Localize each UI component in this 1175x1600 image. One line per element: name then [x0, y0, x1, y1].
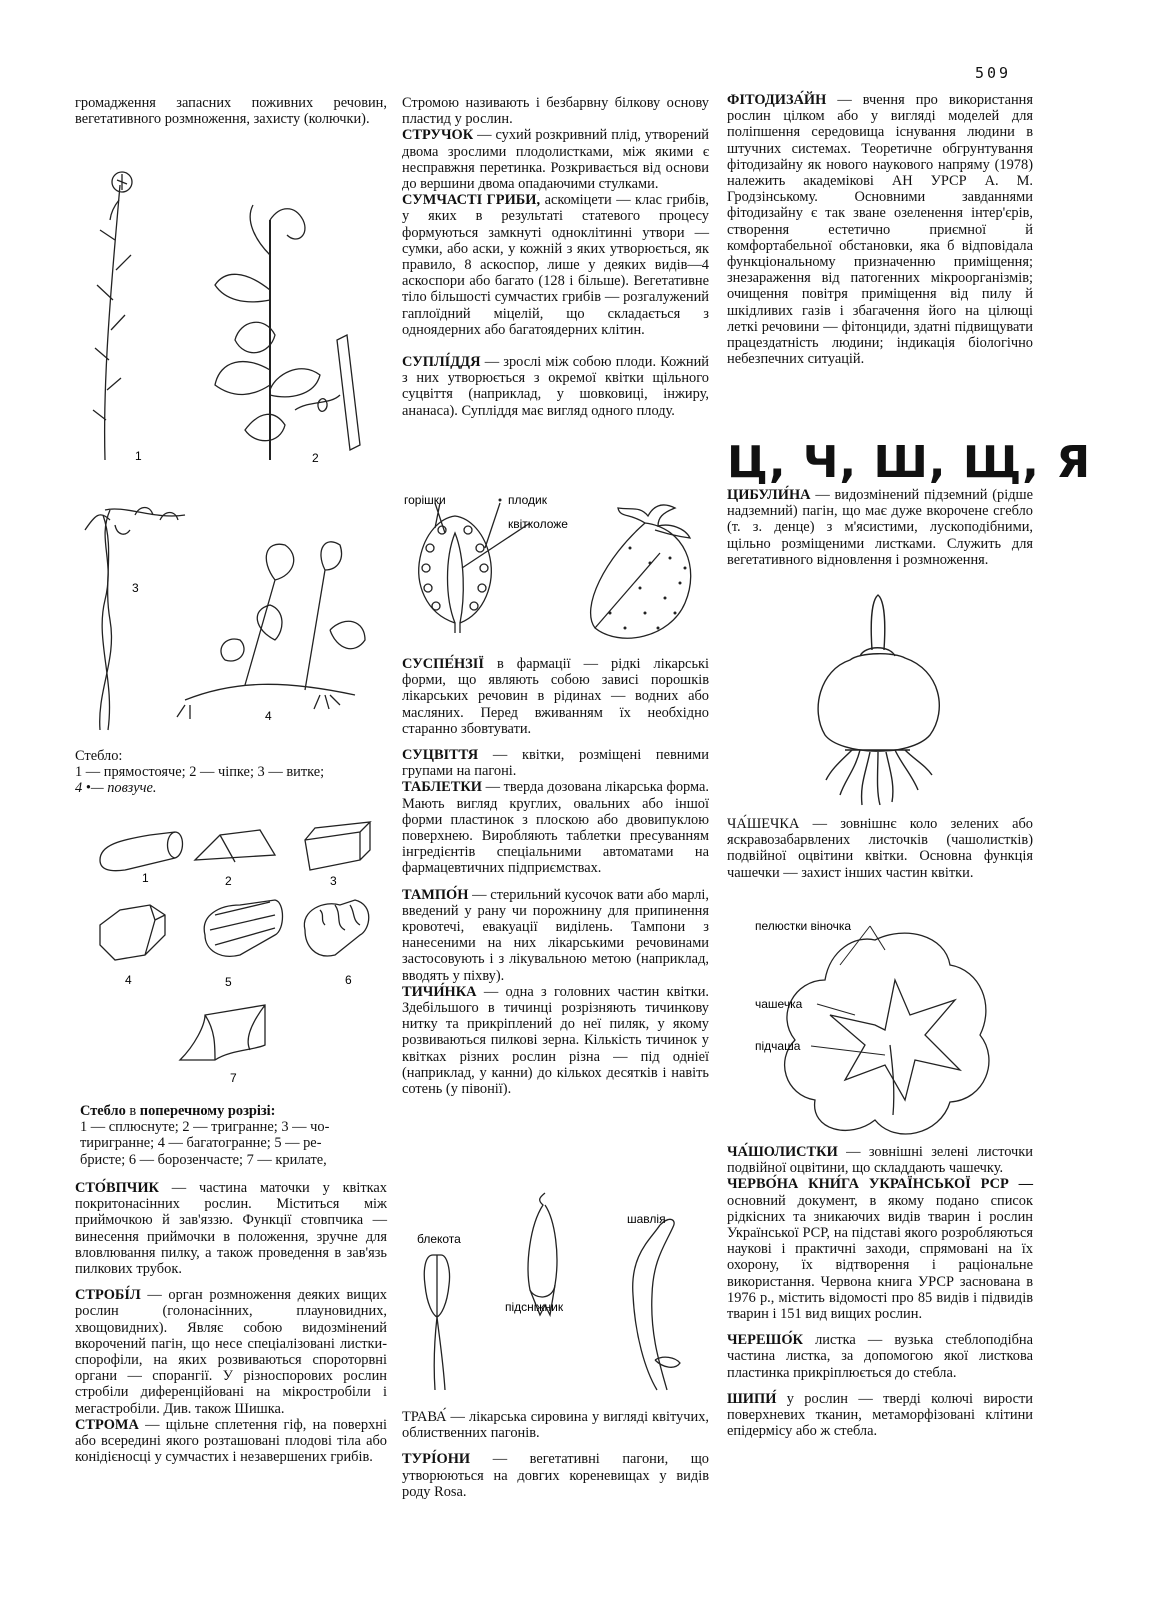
entry-text: — вчення про використання рослин цілком або у вигляді моделей для поліпшення середовища існування людини в штучних системах. Теоретичне обгрунтування фітодизайну як нового наукового напряму (1978) належить академікові АН УРСР А. М. Гродзінському. Основними завданнями фітодизайну є так зване озеленення інтер'єрів, створення естетично приємної й комфортабельної обстановки, яка б відповідала функціональному призначенню приміщення; знезараження від патогенних мікроорганізмів; очищення повітря приміщення від пилу й шкідливих газів і збагачення його на цілющі леткі речовини — фітонциди, здатні підвищувати працездатність людини; індикація біологічно небезпечних ситуацій. [727, 92, 1033, 368]
entry-text: — зовнішні зелені листочки подвійної оцвітини, що складдають чашечку. [727, 1144, 1033, 1177]
entry-shypy [727, 1391, 1033, 1440]
label-kvitkolozhe: квітколоже [508, 517, 568, 531]
section-caption-title-c: поперечному розрізі: [139, 1103, 276, 1119]
entry-text: — частина маточки у квітках покритонасінних рослин. Міститься між приймочкою й зав'яззю. Функції стовпчика — винесення приймочки в положення, зручне для вловлювання пилку, а також проведення в зав'язь пилкових трубок. [75, 1180, 387, 1278]
label-plodyk: плодик [508, 493, 547, 507]
column-2-lower [402, 1409, 709, 1500]
fig2-label-6: 6 [345, 973, 352, 987]
label-shavliya: шавлія [627, 1212, 666, 1226]
entry-strobil [75, 1287, 387, 1417]
entry-chasholystky [727, 1144, 1033, 1176]
entry-sutsvittya [402, 747, 709, 779]
entry-suplidya [402, 354, 709, 419]
column-3-upper [727, 92, 1033, 367]
term-sutsvittya: СУЦВІТТЯ [402, 747, 479, 764]
entry-text: — видозмінений підземний (рідше надземний) пагін, що має дуже вкорочене сгебло (т. з. денце) з м'ясистими, лускоподібними, щільно розміщеними листками. Служить для вегетативного відновлення і розмноження. [727, 487, 1033, 568]
term-fitodyzain: ФІТОДИЗА́ЙН [727, 92, 827, 108]
stem-caption-title: Стебло: [75, 748, 123, 764]
entry-text: основний документ, в якому подано список рідкісних та зникаючих видів тварин і рослин Української РСР, на підставі якого розробляються наукові і практичні заходи, спрямовані на їх охорону, їх відтворення і раціональне використання. Червона книга УРСР заснована в 1976 р., містить відомості про 85 видів і підвидів тварин і 151 вид вищих рослин. [727, 1192, 1033, 1323]
entry-stovpchyk [75, 1180, 387, 1277]
flower-figure [745, 910, 1015, 1150]
entry-chervona [727, 1176, 1033, 1322]
column-2-middle [402, 656, 709, 1097]
entry-suspenzii [402, 656, 709, 737]
term-shypy: ШИПИ́ [727, 1390, 777, 1407]
entry-text: у рослин — тверді колючі вирости поверхневих тканин, метаморфізовані клітини епідермісу або ж стебла. [727, 1390, 1034, 1440]
term-suplidya: СУПЛІ́ДДЯ [402, 354, 481, 371]
term-tychynka: ТИЧИ́НКА [402, 983, 477, 1000]
label-pidchasha: підчаша [755, 1039, 801, 1053]
column-2-upper [402, 95, 709, 419]
term-stroma: СТРОМА [75, 1416, 139, 1433]
entry-text: аскоміцети — клас грибів, у яких в результаті статевого процесу формуються замкнуті одноклітинні утвори — сумки, або аски, у кожній з яких утворюється, як правило, 8 аскоспор, лише у деяких видів—4 аскоспори або багато (128 і більше). Вегетативне тіло більшості сумчастих грибів — розгалужений гаплоїдний міцелій, що складається з одноядерних або багатоядерних клітин. [402, 192, 709, 338]
term-tsybulyna: ЦИБУЛИ́НА [727, 487, 811, 503]
term-chervona: ЧЕРВО́НА КНИ́ГА УКРАЇНСЬКОЇ РСР — [727, 1176, 1033, 1193]
entry-sumchasti [402, 192, 709, 338]
entry-text: — щільне сплетення гіф, на поверхні або всередині якого розташовані плодові тіла або конідієносці у сумчастих і незавершених грибів. [75, 1416, 387, 1466]
stem-sections-figure [80, 820, 380, 1090]
fig1-label-2: 2 [312, 451, 319, 465]
column-3-lower [727, 1144, 1033, 1439]
term-stovpchyk: СТО́ВПЧИК [75, 1180, 159, 1196]
entry-chereshok [727, 1332, 1033, 1381]
fig2-label-5: 5 [225, 975, 232, 989]
label-horishky: горішки [404, 493, 446, 507]
term-trava: ТРАВА́ [402, 1409, 447, 1425]
stem-types-figure [75, 160, 390, 745]
term-tabletky: ТАБЛЕТКИ [402, 779, 482, 796]
intro-text: громадження запасних поживних речовин, вегетативного розмноження, захисту (колючки). [75, 95, 387, 128]
stem-caption-line2: 4 •— повзуче. [75, 780, 157, 797]
fig1-label-1: 1 [135, 449, 142, 463]
section-caption-title-b: в [129, 1103, 137, 1119]
entry-text: — тверда дозована лікарська форма. Мають вигляд круглих, овальних або іншої форми пластинок з плоскою або двовипуклою поверхнею. Виробляють таблетки пресуванням інгредієнтів спеціальними автоматами на фармацевтичних підприємствах. [402, 779, 710, 877]
section-caption-title-a: Стебло [80, 1103, 126, 1119]
strawberry-figure [400, 488, 710, 648]
term-chasholystky: ЧА́ШОЛИСТКИ [727, 1144, 838, 1160]
term-turioni: ТУРІ́ОНИ [402, 1451, 471, 1468]
entry-struchok [402, 127, 709, 192]
entry-text: в фармації — рідкі лікарські форми, що являють собою зависі порошків лікарських речовин в рідинах — водних або масляних. Перед вживанням їх необхідно старанно збовтувати. [402, 656, 709, 737]
column-3-tsybulyna [727, 487, 1033, 568]
fig2-label-1: 1 [142, 871, 149, 885]
entry-trava [402, 1409, 709, 1441]
entry-text: — орган розмноження деяких вищих рослин (голонасінних, плауновидних, хвощовидних). Являє собою видозмінений вкорочений пагін, що несе спеціалізовані листки-спорофіли, на яких розвиваються спороторвні органи — спорангії. У різноспорових рослин стробіли диференційовані на мікростробіли і мегастробіли. Див. також Шишка. [75, 1287, 387, 1417]
fig2-label-7: 7 [230, 1071, 237, 1085]
section-caption-line2: тиригранне; 4 — багатогранне; 5 — ре- [80, 1135, 322, 1152]
fig2-label-3: 3 [330, 874, 337, 888]
fig1-label-3: 3 [132, 581, 139, 595]
column-3-chashechka [727, 816, 1033, 881]
column-1 [75, 95, 387, 127]
entry-tsybulyna [727, 487, 1033, 568]
term-suspenzii: СУСПЕ́НЗІЇ [402, 656, 484, 672]
bulb-figure [800, 590, 960, 810]
entry-text: — одна з головних частин квітки. Здебільшого в тичинці розрізняють тичинкову нитку та прикріплений до неї пиляк, у якому розвиваються пилкові зерна. Кількість тичинок у квітках різних рослин різна — під одніеї (наприклад, у канни) до кількох десятків і навіть сотень (у півонії). [402, 983, 709, 1098]
intro-stroma-cont: Стромою називають і безбарвну білкову основу пластид у рослин. [402, 95, 709, 128]
entry-tychynka [402, 984, 709, 1097]
entry-text: — лікарська сировина у вигляді квітучих, облиственних пагонів. [402, 1409, 709, 1442]
entry-tampon [402, 887, 709, 984]
entry-tabletky [402, 779, 709, 876]
entry-text: — вегетативні пагони, що утворюються на довгих кореневищах у видів роду Rosa. [402, 1451, 709, 1500]
term-chashechka: ЧА́ШЕЧКА [727, 816, 800, 832]
stem-caption-line1: 1 — прямостояче; 2 — чіпке; 3 — витке; [75, 764, 325, 781]
section-caption-line1: 1 — сплюснуте; 2 — тригранне; 3 — чо- [80, 1119, 330, 1136]
entry-text: — квітки, розміщені певними групами на пагоні. [402, 747, 709, 780]
page-number: 509 [975, 64, 1012, 82]
label-blekota: блекота [417, 1232, 461, 1246]
term-strobil: СТРОБІ́Л [75, 1287, 141, 1304]
fig1-label-4: 4 [265, 709, 272, 723]
label-chashechka: чашечка [755, 997, 803, 1011]
term-struchok: СТРУЧОК [402, 127, 474, 144]
entry-turioni [402, 1451, 709, 1500]
term-tampon: ТАМПО́Н [402, 886, 469, 903]
column-1-lower [75, 1180, 387, 1465]
letters-heading: Ц, Ч, Ш, Щ, Я [727, 437, 1092, 488]
label-pidsnizhnyk: підсніжник [505, 1300, 564, 1314]
term-chereshok: ЧЕРЕШО́К [727, 1332, 803, 1349]
stamen-figure [405, 1185, 705, 1405]
section-caption-line3: бристе; 6 — борозенчасте; 7 — крилате, [80, 1151, 327, 1168]
fig2-label-4: 4 [125, 973, 132, 987]
entry-text: — стерильний кусочок вати або марлі, введений у рану чи порожнину для припинення кровотечі, евакуації виділень. Тампони з нанесеними на них лікарськими речовинами застосовують і з лікувальною метою (наприклад, вводять у піхву). [402, 886, 709, 984]
section-caption [80, 1103, 390, 1168]
entry-text: — зовнішнє коло зелених або яскравозабарвлених листочків (чашолистків) подвійної оцвітини квітки. Основна функція чашечки — захист інших частин квітки. [727, 816, 1033, 881]
entry-fitodyzain [727, 92, 1033, 367]
stem-caption [75, 748, 387, 797]
entry-text: — зрослі між собою плоди. Кожний з них утворюється з окремої квітки щільного суцвіття (наприклад, у шовковиці, інжиру, ананаса). Супліддя має вигляд одного плоду. [402, 354, 709, 419]
entry-chashechka [727, 816, 1033, 881]
label-pelyustky: пелюстки віночка [755, 919, 852, 933]
entry-stroma [75, 1417, 387, 1466]
entry-text: — сухий розкривний плід, утворений двома зрослими плодолистками, між якими є несправжня перетинка. Розкривається від основи до вершини двома опадаючими стулками. [402, 127, 709, 193]
entry-text: листка — вузька стеблоподібна частина листка, за допомогою якої листкова пластинка прикріплюється до стебла. [727, 1332, 1033, 1381]
fig2-label-2: 2 [225, 874, 232, 888]
term-sumchasti: СУМЧАСТІ ГРИБИ, [402, 192, 541, 209]
